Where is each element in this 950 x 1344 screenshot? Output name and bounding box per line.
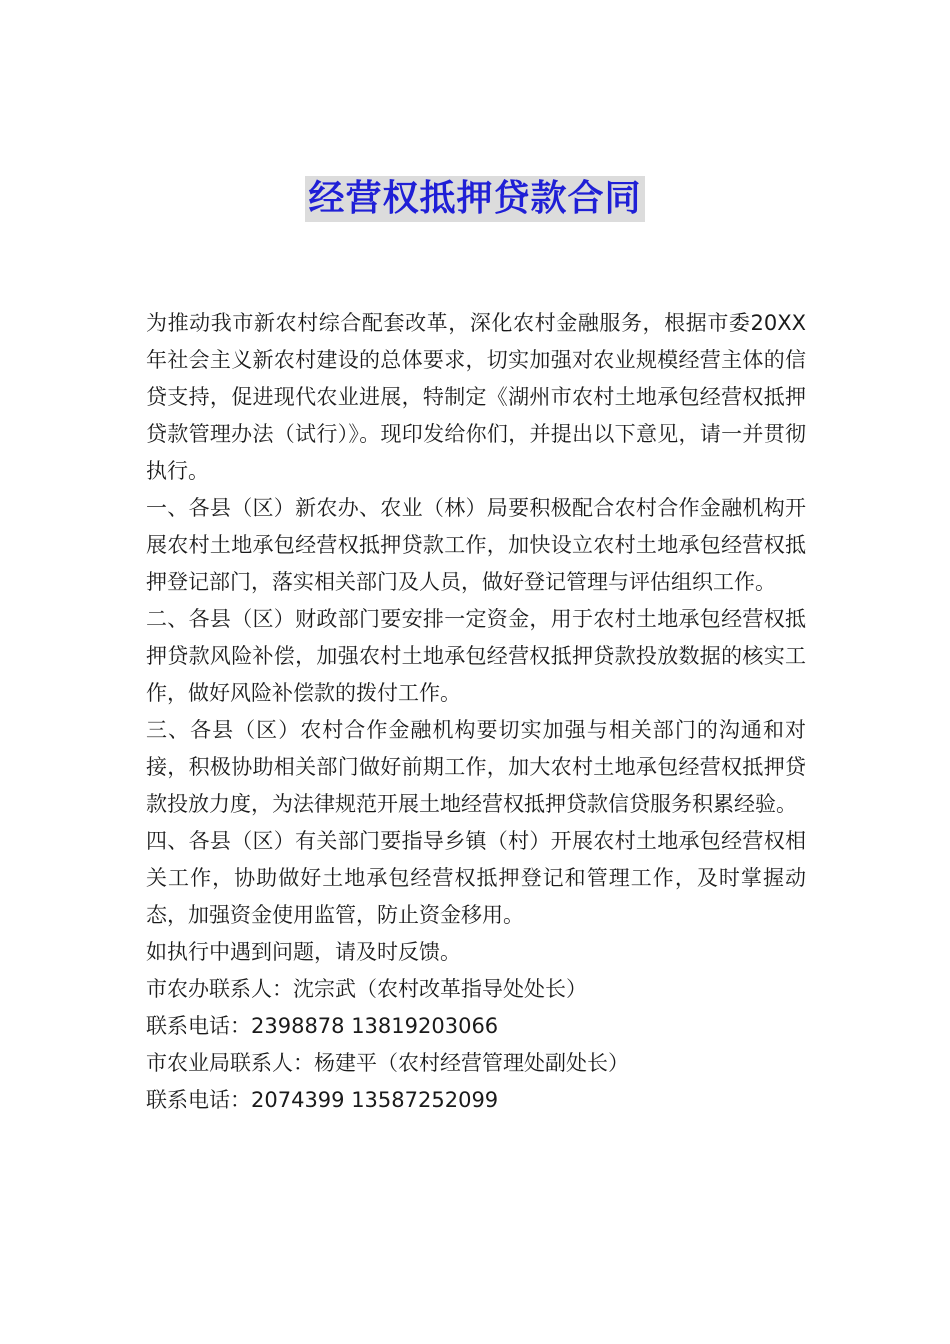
document-title: 经营权抵押贷款合同 bbox=[305, 176, 644, 222]
agriculture-office-phone: 联系电话：2398878 13819203066 bbox=[146, 1014, 499, 1038]
agriculture-bureau-contact: 市农业局联系人：杨建平（农村经营管理处副处长） bbox=[146, 1051, 629, 1075]
item-one-paragraph: 一、各县（区）新农办、农业（林）局要积极配合农村合作金融机构开展农村土地承包经营权抵押贷款工作，加快设立农村土地承包经营权抵押登记部门，落实相关部门及人员，做好登记管理与评估组织工作。 bbox=[146, 496, 806, 594]
title-container bbox=[0, 176, 950, 222]
document-body bbox=[146, 305, 806, 1119]
intro-paragraph: 为推动我市新农村综合配套改革，深化农村金融服务，根据市委20XX年社会主义新农村建设的总体要求，切实加强对农业规模经营主体的信贷支持，促进现代农业进展，特制定《湖州市农村土地承包经营权抵押贷款管理办法（试行）》。现印发给你们，并提出以下意见，请一并贯彻执行。 bbox=[146, 311, 806, 483]
item-three-paragraph: 三、各县（区）农村合作金融机构要切实加强与相关部门的沟通和对接，积极协助相关部门做好前期工作，加大农村土地承包经营权抵押贷款投放力度，为法律规范开展土地经营权抵押贷款信贷服务积累经验。 bbox=[146, 718, 806, 816]
feedback-paragraph: 如执行中遇到问题，请及时反馈。 bbox=[146, 940, 461, 964]
agriculture-office-contact: 市农办联系人：沈宗武（农村改革指导处处长） bbox=[146, 977, 587, 1001]
item-four-paragraph: 四、各县（区）有关部门要指导乡镇（村）开展农村土地承包经营权相关工作，协助做好土地承包经营权抵押登记和管理工作，及时掌握动态，加强资金使用监管，防止资金移用。 bbox=[146, 829, 806, 927]
item-two-paragraph: 二、各县（区）财政部门要安排一定资金，用于农村土地承包经营权抵押贷款风险补偿，加强农村土地承包经营权抵押贷款投放数据的核实工作，做好风险补偿款的拨付工作。 bbox=[146, 607, 806, 705]
agriculture-bureau-phone: 联系电话：2074399 13587252099 bbox=[146, 1088, 499, 1112]
